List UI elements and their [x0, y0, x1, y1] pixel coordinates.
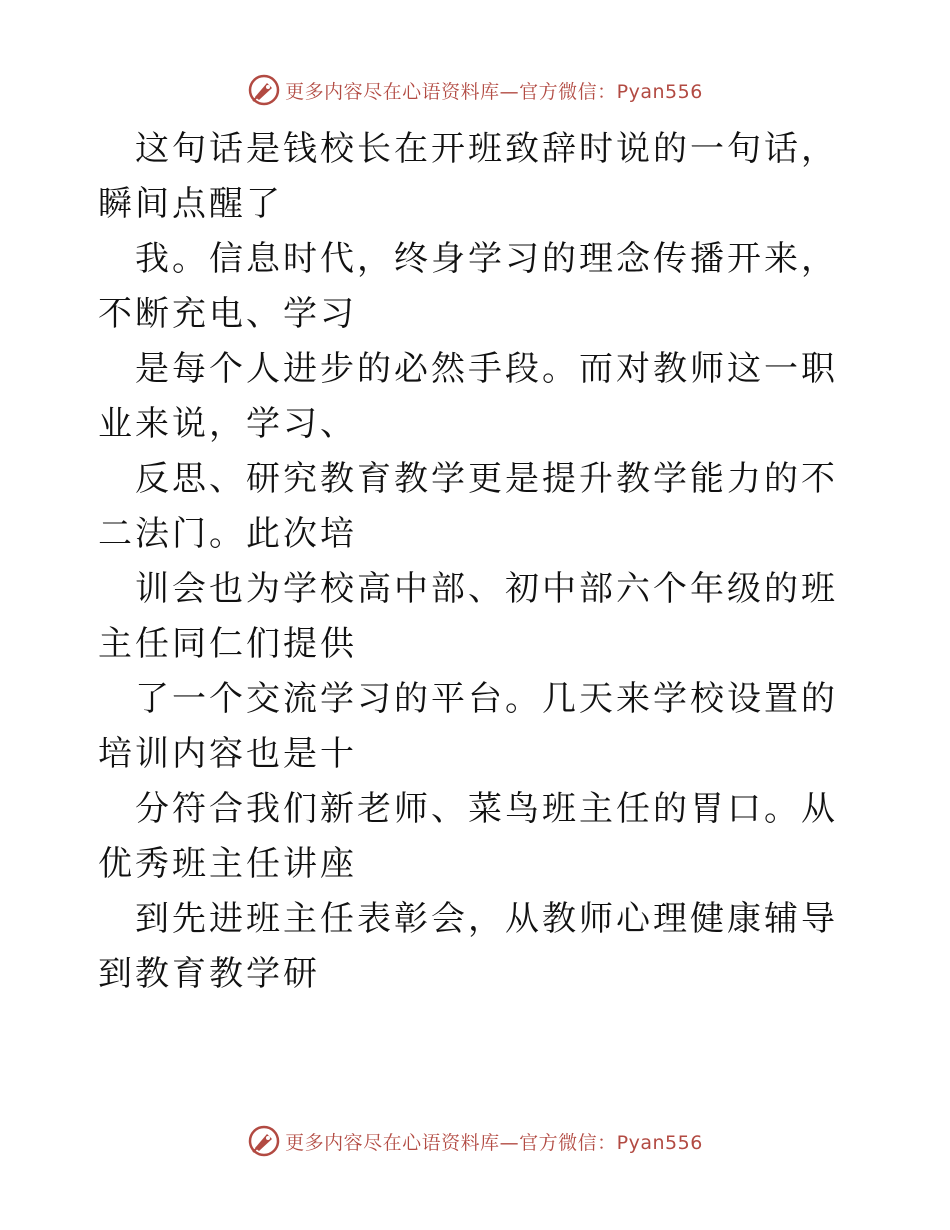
paragraph: 是每个人进步的必然手段。而对教师这一职业来说，学习、	[98, 349, 838, 444]
paragraph: 了一个交流学习的平台。几天来学校设置的培训内容也是十	[98, 679, 838, 774]
paragraph: 到先进班主任表彰会，从教师心理健康辅导到教育教学研	[98, 899, 838, 994]
pen-nib-logo-icon	[247, 73, 281, 107]
footer-text: 更多内容尽在心语资料库—官方微信：Pyan556	[285, 1131, 703, 1154]
paragraph: 我。信息时代，终身学习的理念传播开来，不断充电、学习	[98, 239, 838, 334]
paragraph: 反思、研究教育教学更是提升教学能力的不二法门。此次培	[98, 459, 838, 554]
paragraph: 训会也为学校高中部、初中部六个年级的班主任同仁们提供	[98, 569, 838, 664]
header-banner	[0, 70, 950, 110]
header-text: 更多内容尽在心语资料库—官方微信：Pyan556	[285, 80, 703, 103]
footer-banner	[0, 1121, 950, 1161]
paragraph: 这句话是钱校长在开班致辞时说的一句话，瞬间点醒了	[98, 129, 838, 224]
pen-nib-logo-icon	[247, 1124, 281, 1158]
paragraph: 分符合我们新老师、菜鸟班主任的胃口。从优秀班主任讲座	[98, 789, 838, 884]
document-body	[98, 122, 854, 1002]
